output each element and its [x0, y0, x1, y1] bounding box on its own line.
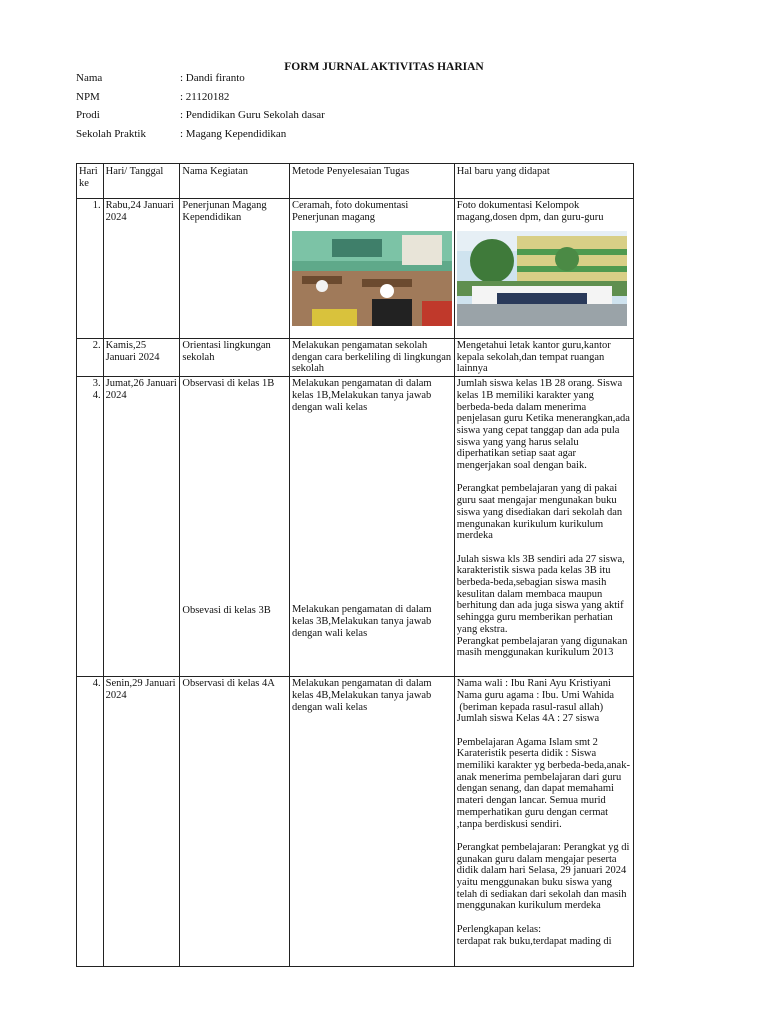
row-method: Melakukan pengamatan sekolah dengan cara berkeliling di lingkungan sekolah	[289, 339, 454, 377]
form-title: FORM JURNAL AKTIVITAS HARIAN	[284, 61, 484, 73]
row-learning: Mengetahui letak kantor guru,kantor kepala sekolah,dan tempat ruangan lainnya	[454, 339, 633, 377]
row-number	[77, 377, 104, 677]
info-value: : 21120182	[180, 90, 230, 103]
table-row	[77, 377, 634, 677]
info-row-npm	[76, 91, 325, 110]
row-number-primary: 3.	[92, 378, 101, 390]
info-row-nama	[76, 72, 325, 91]
method-text: Ceramah, foto dokumentasi Penerjunan magang	[291, 200, 409, 223]
table-row	[77, 339, 634, 377]
method-3b: Melakukan pengamatan di dalam kelas 3B,Melakukan tanya jawab dengan wali kelas	[291, 604, 432, 639]
info-value: : Magang Kependidikan	[180, 127, 287, 140]
method-1b: Melakukan pengamatan di dalam kelas 1B,Melakukan tanya jawab dengan wali kelas	[291, 378, 432, 413]
info-value: : Dandi firanto	[180, 72, 245, 84]
activity-1b: Observasi di kelas 1B	[182, 378, 275, 390]
learning-p2: Pembelajaran Agama Islam smt 2 Karateristik peserta didik : Siswa memiliki karakter yg berbeda-beda,anak-anak menerima pembelajaran dari guru dengan senang, dan dapat memahami materi dengan lancar. Semua murid memperhatikan guru dengan cermat ,tanpa berdiskusi sendiri.	[456, 736, 630, 830]
info-row-sekolah	[76, 128, 325, 147]
info-label: Prodi	[76, 109, 100, 121]
row-activity	[180, 377, 290, 677]
row-activity: Orientasi lingkungan sekolah	[180, 339, 290, 377]
learning-wali: Nama wali : Ibu Rani Ayu Kristiyani	[456, 678, 611, 690]
info-value: : Pendidikan Guru Sekolah dasar	[180, 109, 325, 121]
header-hari-tanggal: Hari/ Tanggal	[103, 164, 180, 199]
row-date: Senin,29 Januari 2024	[103, 677, 180, 967]
header-metode: Metode Penyelesaian Tugas	[289, 164, 454, 199]
activity-journal-table	[76, 163, 634, 967]
row-date: Rabu,24 Januari 2024	[103, 199, 180, 339]
header-hal-baru: Hal baru yang didapat	[454, 164, 633, 199]
info-row-prodi	[76, 109, 325, 128]
info-label: Nama	[76, 72, 103, 84]
row-date: Kamis,25 Januari 2024	[103, 339, 180, 377]
row-method	[289, 199, 454, 339]
row-number-secondary: 4.	[92, 389, 101, 401]
row-number: 4.	[77, 677, 104, 967]
learning-guru-agama: Nama guru agama : Ibu. Umi Wahida	[456, 689, 615, 701]
row-activity: Penerjunan Magang Kependidikan	[180, 199, 290, 339]
group-photo	[457, 231, 627, 326]
table-header-row	[77, 164, 634, 199]
row-method: Melakukan pengamatan di dalam kelas 4B,Melakukan tanya jawab dengan wali kelas	[289, 677, 454, 967]
row-learning	[454, 377, 633, 677]
learning-p4a: Perlengkapan kelas:	[456, 923, 542, 935]
learning-p3: Julah siswa kls 3B sendiri ada 27 siswa, karakteristik siswa pada kelas 3B itu berbeda-beda,sebagian siswa masih kesulitan dalam membaca maupun berhitung dan ada juga siswa yang aktif sehingga guru memberikan perhatian yang ekstra.	[456, 553, 625, 635]
table-row	[77, 677, 634, 967]
learning-p4: Perangkat pembelajaran yang digunakan masih menggunakan kurikulum 2013	[456, 635, 628, 659]
identity-block	[76, 72, 325, 146]
row-number: 1.	[77, 199, 104, 339]
row-method	[289, 377, 454, 677]
activity-3b: Obsevasi di kelas 3B	[182, 604, 271, 616]
row-learning	[454, 677, 633, 967]
header-nama-kegiatan: Nama Kegiatan	[180, 164, 290, 199]
classroom-photo	[292, 231, 452, 326]
table-row	[77, 199, 634, 339]
row-activity: Observasi di kelas 4A	[180, 677, 290, 967]
row-number: 2.	[77, 339, 104, 377]
learning-materi: (beriman kepada rasul-rasul allah)	[456, 701, 604, 713]
header-hari-ke: Hari ke	[77, 164, 104, 199]
learning-p4b: terdapat rak buku,terdapat mading di	[456, 935, 612, 947]
learning-text: Foto dokumentasi Kelompok magang,dosen dpm, dan guru-guru	[456, 200, 604, 223]
info-label: Sekolah Praktik	[76, 127, 146, 140]
learning-p3: Perangkat pembelajaran: Perangkat yg di gunakan guru dalam mengajar peserta didik dalam hari Selasa, 29 januari 2024 yaitu menggunakan buku siswa yang telah di sediakan dari sekolah dan masih menggunakan kurikulum merdeka	[456, 841, 630, 912]
row-date: Jumat,26 Januari 2024	[103, 377, 180, 677]
info-label: NPM	[76, 90, 100, 103]
learning-jumlah: Jumlah siswa Kelas 4A : 27 siswa	[456, 713, 600, 725]
learning-p2: Perangkat pembelajaran yang di pakai guru saat mengajar mengunakan buku siswa yang disediakan dari sekolah dan mengunakan kurikulum kurikulum merdeka	[456, 483, 623, 542]
row-learning	[454, 199, 633, 339]
learning-p1: Jumlah siswa kelas 1B 28 orang. Siswa kelas 1B memiliki karakter yang berbeda-beda dalam menerima penjelasan guru Ketika menerangkan,ada siswa yang cepat tanggap dan ada pula siswa yang yang harus selalu diperhatikan setiap saat agar mengerjakan soal dengan baik.	[456, 378, 630, 472]
